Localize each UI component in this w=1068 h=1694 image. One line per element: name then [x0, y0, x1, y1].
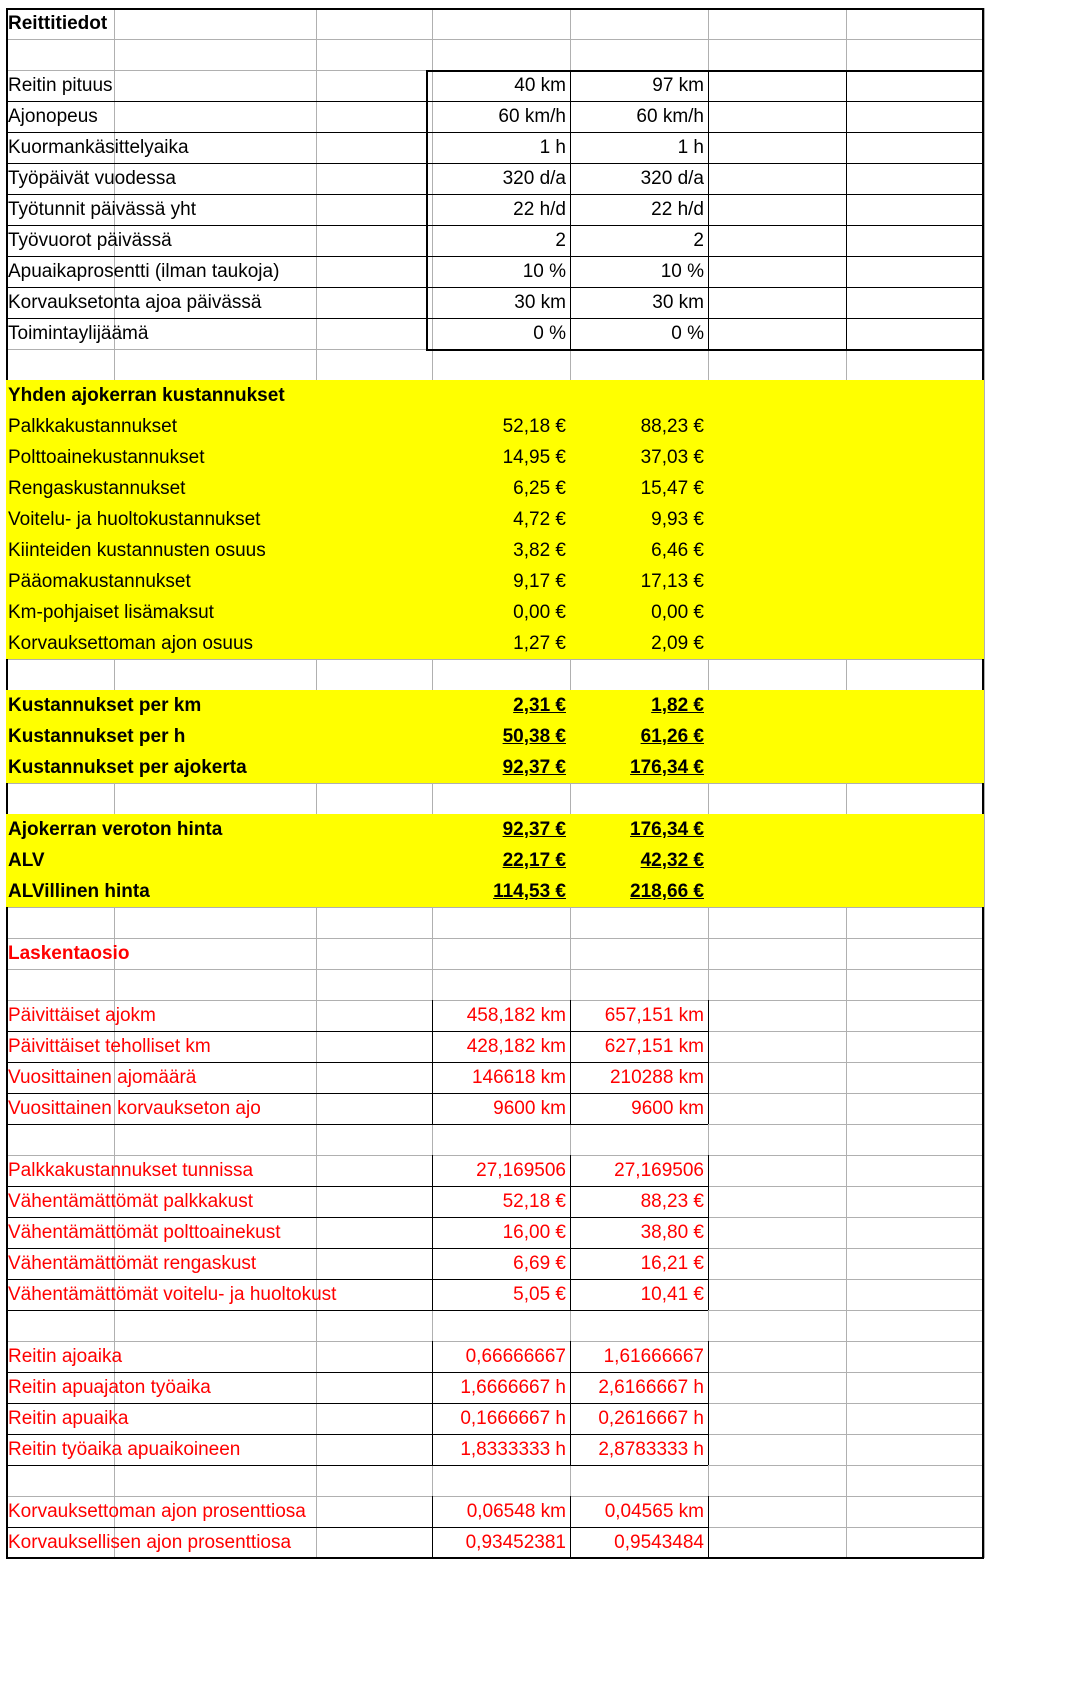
calc-time-row	[6, 1434, 984, 1465]
value-route-1[interactable]: 14,95 €	[502, 447, 566, 468]
blank-row	[6, 907, 984, 938]
price-row	[6, 845, 984, 876]
section-title: Yhden ajokerran kustannukset	[8, 385, 285, 406]
row-label: Päivittäiset ajokm	[8, 1005, 156, 1026]
value-text: 61,26 €	[640, 726, 704, 747]
value-route-2[interactable]: 88,23 €	[640, 416, 704, 437]
calc-km-row	[6, 1062, 984, 1093]
row-label: Vuosittainen korvaukseton ajo	[8, 1098, 261, 1119]
row-label: Vähentämättömät polttoainekust	[8, 1222, 281, 1243]
row-label: Rengaskustannukset	[8, 478, 186, 499]
value-route-2[interactable]	[570, 814, 708, 845]
row-label: Ajonopeus	[8, 106, 98, 127]
value-route-2[interactable]: 0 %	[671, 323, 704, 344]
row-label: Korvauksettoman ajon prosenttiosa	[8, 1501, 306, 1522]
row-label: ALV	[8, 850, 45, 871]
value-route-2[interactable]: 9,93 €	[651, 509, 704, 530]
value-text: 114,53 €	[493, 881, 566, 902]
value-route-2[interactable]: 320 d/a	[640, 168, 704, 189]
value-route-2[interactable]: 6,46 €	[651, 540, 704, 561]
value-route-1[interactable]	[432, 752, 570, 783]
section-title-route	[6, 8, 984, 39]
price-row	[6, 876, 984, 907]
value-route-2[interactable]: 0,00 €	[651, 602, 704, 623]
row-label: Kustannukset per h	[8, 726, 186, 747]
value-route-1[interactable]: 458,182 km	[466, 1005, 566, 1026]
blank-row	[6, 969, 984, 1000]
section-title-trip-costs	[6, 380, 984, 411]
value-route-2[interactable]: 210288 km	[609, 1067, 704, 1088]
value-route-2[interactable]: 657,151 km	[604, 1005, 704, 1026]
row-label: Korvauksetonta ajoa päivässä	[8, 292, 262, 313]
input-row	[6, 70, 984, 101]
value-route-2[interactable]: 88,23 €	[640, 1191, 704, 1212]
grid-vertical-line	[984, 8, 985, 1558]
value-route-2[interactable]: 97 km	[652, 75, 704, 96]
value-route-2[interactable]: 15,47 €	[640, 478, 704, 499]
trip-cost-row	[6, 473, 984, 504]
row-label: Reitin ajoaika	[8, 1346, 123, 1367]
section-title: Reittitiedot	[8, 13, 108, 34]
trip-cost-row	[6, 504, 984, 535]
value-route-2[interactable]: 60 km/h	[636, 106, 704, 127]
row-label: Vähentämättömät palkkakust	[8, 1191, 254, 1212]
value-route-2[interactable]: 2,09 €	[651, 633, 704, 654]
blank-row	[6, 39, 984, 70]
row-label: Ajokerran veroton hinta	[8, 819, 223, 840]
row-label: Toimintaylijäämä	[8, 323, 149, 344]
input-row	[6, 318, 984, 349]
value-route-1[interactable]	[432, 845, 570, 876]
blank-row	[6, 1124, 984, 1155]
value-route-1[interactable]: 0,00 €	[513, 602, 566, 623]
value-route-2[interactable]: 38,80 €	[640, 1222, 704, 1243]
input-row	[6, 163, 984, 194]
calc-cost-row	[6, 1217, 984, 1248]
value-route-1[interactable]: 9,17 €	[513, 571, 566, 592]
calc-cost-row	[6, 1248, 984, 1279]
value-route-2[interactable]: 27,169506	[614, 1160, 704, 1181]
value-route-1[interactable]: 10 %	[522, 261, 566, 282]
calc-km-row	[6, 1000, 984, 1031]
value-route-1[interactable]: 5,05 €	[513, 1284, 566, 1305]
value-text: 1,82 €	[651, 695, 704, 716]
value-route-2[interactable]: 30 km	[652, 292, 704, 313]
value-route-1[interactable]: 0,1666667 h	[460, 1408, 566, 1429]
spreadsheet	[6, 8, 984, 1694]
value-route-1[interactable]: 146618 km	[471, 1067, 566, 1088]
blank-row	[6, 659, 984, 690]
row-label: Reitin työaika apuaikoineen	[8, 1439, 241, 1460]
row-label: Korvauksettoman ajon osuus	[8, 633, 254, 654]
value-route-1[interactable]: 320 d/a	[502, 168, 566, 189]
value-route-1[interactable]: 1,8333333 h	[460, 1439, 566, 1460]
blank-row	[6, 1310, 984, 1341]
calc-time-row	[6, 1372, 984, 1403]
trip-cost-row	[6, 411, 984, 442]
value-route-2[interactable]: 10 %	[660, 261, 704, 282]
calc-km-row	[6, 1093, 984, 1124]
value-route-1[interactable]: 16,00 €	[502, 1222, 566, 1243]
row-label: Vuosittainen ajomäärä	[8, 1067, 197, 1088]
value-route-1[interactable]: 0,06548 km	[466, 1501, 566, 1522]
value-route-1[interactable]: 22 h/d	[513, 199, 566, 220]
calc-pct-row	[6, 1496, 984, 1527]
trip-cost-row	[6, 442, 984, 473]
value-route-1[interactable]: 1,6666667 h	[460, 1377, 566, 1398]
row-label: Km-pohjaiset lisämaksut	[8, 602, 214, 623]
input-row	[6, 256, 984, 287]
value-route-1[interactable]	[432, 876, 570, 907]
value-text: 92,37 €	[502, 757, 566, 778]
value-route-1[interactable]	[432, 690, 570, 721]
unit-cost-row	[6, 721, 984, 752]
value-route-1[interactable]: 3,82 €	[513, 540, 566, 561]
value-route-1[interactable]: 0,66666667	[465, 1346, 566, 1367]
calc-cost-row	[6, 1186, 984, 1217]
row-label: Apuaikaprosentti (ilman taukoja)	[8, 261, 280, 282]
value-route-2[interactable]	[570, 752, 708, 783]
value-route-1[interactable]: 60 km/h	[498, 106, 566, 127]
value-route-2[interactable]: 2,6166667 h	[598, 1377, 704, 1398]
row-label: Kustannukset per km	[8, 695, 202, 716]
value-route-1[interactable]: 4,72 €	[513, 509, 566, 530]
value-text: 176,34 €	[630, 757, 704, 778]
value-text: 22,17 €	[502, 850, 566, 871]
value-route-2[interactable]: 22 h/d	[651, 199, 704, 220]
value-route-1[interactable]: 2	[555, 230, 566, 251]
value-route-2[interactable]: 1,61666667	[603, 1346, 704, 1367]
row-label: Reitin apuajaton työaika	[8, 1377, 211, 1398]
row-label: Työtunnit päivässä yht	[8, 199, 196, 220]
trip-cost-row	[6, 628, 984, 659]
value-route-2[interactable]: 37,03 €	[640, 447, 704, 468]
row-label: Päivittäiset teholliset km	[8, 1036, 211, 1057]
section-title: Laskentaosio	[8, 943, 130, 964]
value-text: 176,34 €	[630, 819, 704, 840]
row-label: Kuormankäsittelyaika	[8, 137, 189, 158]
value-text: 42,32 €	[640, 850, 704, 871]
value-route-1[interactable]: 0,93452381	[465, 1532, 566, 1553]
row-label: Reitin apuaika	[8, 1408, 129, 1429]
row-label: Kustannukset per ajokerta	[8, 757, 247, 778]
calc-pct-row	[6, 1527, 984, 1558]
blank-row	[6, 349, 984, 380]
value-route-1[interactable]: 40 km	[514, 75, 566, 96]
value-route-1[interactable]: 6,69 €	[513, 1253, 566, 1274]
unit-cost-row	[6, 690, 984, 721]
row-label: Vähentämättömät rengaskust	[8, 1253, 257, 1274]
value-route-2[interactable]: 1 h	[677, 137, 704, 158]
input-row	[6, 287, 984, 318]
value-route-1[interactable]: 428,182 km	[466, 1036, 566, 1057]
row-label: ALVillinen hinta	[8, 881, 150, 902]
trip-cost-row	[6, 535, 984, 566]
row-label: Pääomakustannukset	[8, 571, 191, 592]
calc-time-row	[6, 1341, 984, 1372]
calc-cost-row	[6, 1155, 984, 1186]
value-route-2[interactable]	[570, 690, 708, 721]
value-route-2[interactable]: 9600 km	[631, 1098, 704, 1119]
value-route-2[interactable]: 2,8783333 h	[598, 1439, 704, 1460]
row-label: Kiinteiden kustannusten osuus	[8, 540, 266, 561]
value-text: 218,66 €	[630, 881, 704, 902]
value-route-2[interactable]	[570, 721, 708, 752]
value-route-1[interactable]: 30 km	[514, 292, 566, 313]
value-route-1[interactable]: 27,169506	[476, 1160, 566, 1181]
value-route-2[interactable]: 0,2616667 h	[598, 1408, 704, 1429]
value-route-2[interactable]	[570, 876, 708, 907]
unit-cost-row	[6, 752, 984, 783]
trip-cost-row	[6, 566, 984, 597]
input-row	[6, 101, 984, 132]
input-row	[6, 225, 984, 256]
value-route-1[interactable]: 1,27 €	[513, 633, 566, 654]
value-text: 2,31 €	[513, 695, 566, 716]
value-text: 92,37 €	[502, 819, 566, 840]
blank-row	[6, 1465, 984, 1496]
calc-cost-row	[6, 1279, 984, 1310]
row-label: Korvauksellisen ajon prosenttiosa	[8, 1532, 292, 1553]
row-label: Palkkakustannukset tunnissa	[8, 1160, 254, 1181]
calc-time-row	[6, 1403, 984, 1434]
row-label: Reitin pituus	[8, 75, 113, 96]
trip-cost-row	[6, 597, 984, 628]
value-route-2[interactable]: 17,13 €	[640, 571, 704, 592]
value-route-2[interactable]	[570, 845, 708, 876]
value-route-1[interactable]: 9600 km	[493, 1098, 566, 1119]
row-label: Työvuorot päivässä	[8, 230, 172, 251]
calc-row-separator	[6, 1558, 708, 1559]
value-route-2[interactable]: 16,21 €	[640, 1253, 704, 1274]
row-label: Palkkakustannukset	[8, 416, 177, 437]
section-title-calc	[6, 938, 984, 969]
row-label: Vähentämättömät voitelu- ja huoltokust	[8, 1284, 337, 1305]
value-route-1[interactable]: 0 %	[533, 323, 566, 344]
value-route-2[interactable]: 0,9543484	[614, 1532, 704, 1553]
calc-km-row	[6, 1031, 984, 1062]
value-route-2[interactable]: 10,41 €	[640, 1284, 704, 1305]
blank-row	[6, 783, 984, 814]
row-label: Työpäivät vuodessa	[8, 168, 176, 189]
value-route-1[interactable]: 1 h	[539, 137, 566, 158]
input-row	[6, 194, 984, 225]
price-row	[6, 814, 984, 845]
value-route-1[interactable]: 6,25 €	[513, 478, 566, 499]
value-route-2[interactable]: 2	[693, 230, 704, 251]
value-route-1[interactable]: 52,18 €	[502, 416, 566, 437]
row-label: Polttoainekustannukset	[8, 447, 205, 468]
value-route-1[interactable]: 52,18 €	[502, 1191, 566, 1212]
value-text: 50,38 €	[502, 726, 566, 747]
value-route-2[interactable]: 627,151 km	[604, 1036, 704, 1057]
value-route-1[interactable]	[432, 721, 570, 752]
row-label: Voitelu- ja huoltokustannukset	[8, 509, 261, 530]
value-route-1[interactable]	[432, 814, 570, 845]
value-route-2[interactable]: 0,04565 km	[604, 1501, 704, 1522]
input-row	[6, 132, 984, 163]
